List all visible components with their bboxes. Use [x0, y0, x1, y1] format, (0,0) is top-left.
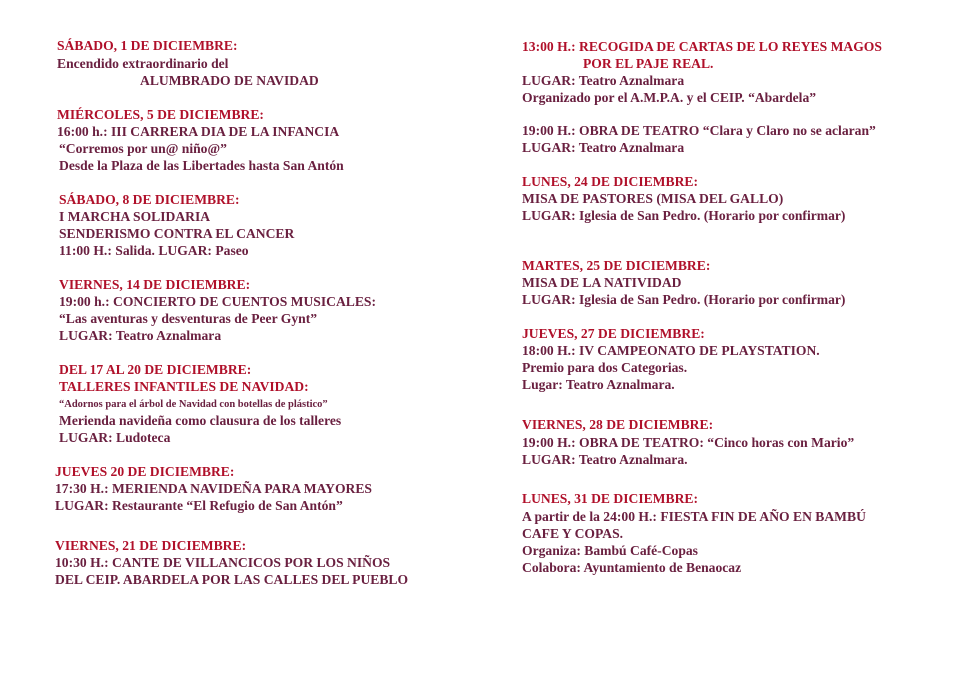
- event-heading: JUEVES 20 DE DICIEMBRE:: [55, 464, 235, 479]
- event-line: Merienda navideña como clausura de los talleres: [59, 413, 342, 428]
- event-heading: LUNES, 31 DE DICIEMBRE:: [522, 491, 698, 506]
- event-heading: POR EL PAJE REAL.: [583, 56, 714, 71]
- event-line: Lugar: Teatro Aznalmara.: [522, 377, 675, 392]
- event-line: MISA DE PASTORES (MISA DEL GALLO): [522, 191, 784, 206]
- event-line: LUGAR: Teatro Aznalmara: [522, 73, 685, 88]
- event-line: 19:00 H.: OBRA DE TEATRO “Clara y Claro no se aclaran”: [522, 123, 876, 138]
- event-line: LUGAR: Restaurante “El Refugio de San Antón”: [55, 498, 343, 513]
- event-heading: DEL 17 AL 20 DE DICIEMBRE:: [59, 362, 252, 377]
- event-line: Colabora: Ayuntamiento de Benaocaz: [522, 560, 742, 575]
- event-line: 19:00 h.: CONCIERTO DE CUENTOS MUSICALES:: [59, 294, 377, 309]
- event-heading: MARTES, 25 DE DICIEMBRE:: [522, 258, 711, 273]
- event-line: “Las aventuras y desventuras de Peer Gynt”: [59, 311, 318, 326]
- event-line: 19:00 H.: OBRA DE TEATRO: “Cinco horas con Mario”: [522, 435, 855, 450]
- event-line: CAFE Y COPAS.: [522, 526, 624, 541]
- event-line: Organizado por el A.M.P.A. y el CEIP. “Abardela”: [522, 90, 817, 105]
- event-line: DEL CEIP. ABARDELA POR LAS CALLES DEL PUEBLO: [55, 572, 409, 587]
- event-line: LUGAR: Teatro Aznalmara.: [522, 452, 688, 467]
- event-line: LUGAR: Teatro Aznalmara: [59, 328, 222, 343]
- event-heading: MIÉRCOLES, 5 DE DICIEMBRE:: [57, 107, 264, 122]
- event-line: A partir de la 24:00 H.: FIESTA FIN DE AÑO EN BAMBÚ: [522, 509, 866, 524]
- event-heading: 13:00 H.: RECOGIDA DE CARTAS DE LO REYES MAGOS: [522, 39, 882, 54]
- event-line: Encendido extraordinario del: [57, 56, 229, 71]
- event-heading: LUNES, 24 DE DICIEMBRE:: [522, 174, 698, 189]
- event-line: Desde la Plaza de las Libertades hasta San Antón: [59, 158, 344, 173]
- event-line: LUGAR: Teatro Aznalmara: [522, 140, 685, 155]
- event-heading: JUEVES, 27 DE DICIEMBRE:: [522, 326, 705, 341]
- event-heading: VIERNES, 14 DE DICIEMBRE:: [59, 277, 251, 292]
- event-line: Premio para dos Categorias.: [522, 360, 688, 375]
- event-line: Organiza: Bambú Café-Copas: [522, 543, 698, 558]
- event-heading: VIERNES, 21 DE DICIEMBRE:: [55, 538, 247, 553]
- event-line: 11:00 H.: Salida. LUGAR: Paseo: [59, 243, 249, 258]
- event-line: SENDERISMO CONTRA EL CANCER: [59, 226, 295, 241]
- event-line: 17:30 H.: MERIENDA NAVIDEÑA PARA MAYORES: [55, 481, 372, 496]
- event-line: ALUMBRADO DE NAVIDAD: [140, 73, 319, 88]
- event-line: 16:00 h.: III CARRERA DIA DE LA INFANCIA: [57, 124, 340, 139]
- event-heading: SÁBADO, 8 DE DICIEMBRE:: [59, 192, 240, 207]
- event-line: “Corremos por un@ niño@”: [59, 141, 227, 156]
- event-heading: TALLERES INFANTILES DE NAVIDAD:: [59, 379, 309, 394]
- event-heading: SÁBADO, 1 DE DICIEMBRE:: [57, 38, 238, 53]
- event-line: LUGAR: Iglesia de San Pedro. (Horario por confirmar): [522, 208, 846, 223]
- event-line: I MARCHA SOLIDARIA: [59, 209, 211, 224]
- event-line: 18:00 H.: IV CAMPEONATO DE PLAYSTATION.: [522, 343, 820, 358]
- event-line: “Adornos para el árbol de Navidad con botellas de plástico”: [59, 399, 328, 410]
- event-line: LUGAR: Ludoteca: [59, 430, 171, 445]
- event-line: MISA DE LA NATIVIDAD: [522, 275, 682, 290]
- event-line: LUGAR: Iglesia de San Pedro. (Horario por confirmar): [522, 292, 846, 307]
- event-heading: VIERNES, 28 DE DICIEMBRE:: [522, 417, 714, 432]
- event-line: 10:30 H.: CANTE DE VILLANCICOS POR LOS NIÑOS: [55, 555, 391, 570]
